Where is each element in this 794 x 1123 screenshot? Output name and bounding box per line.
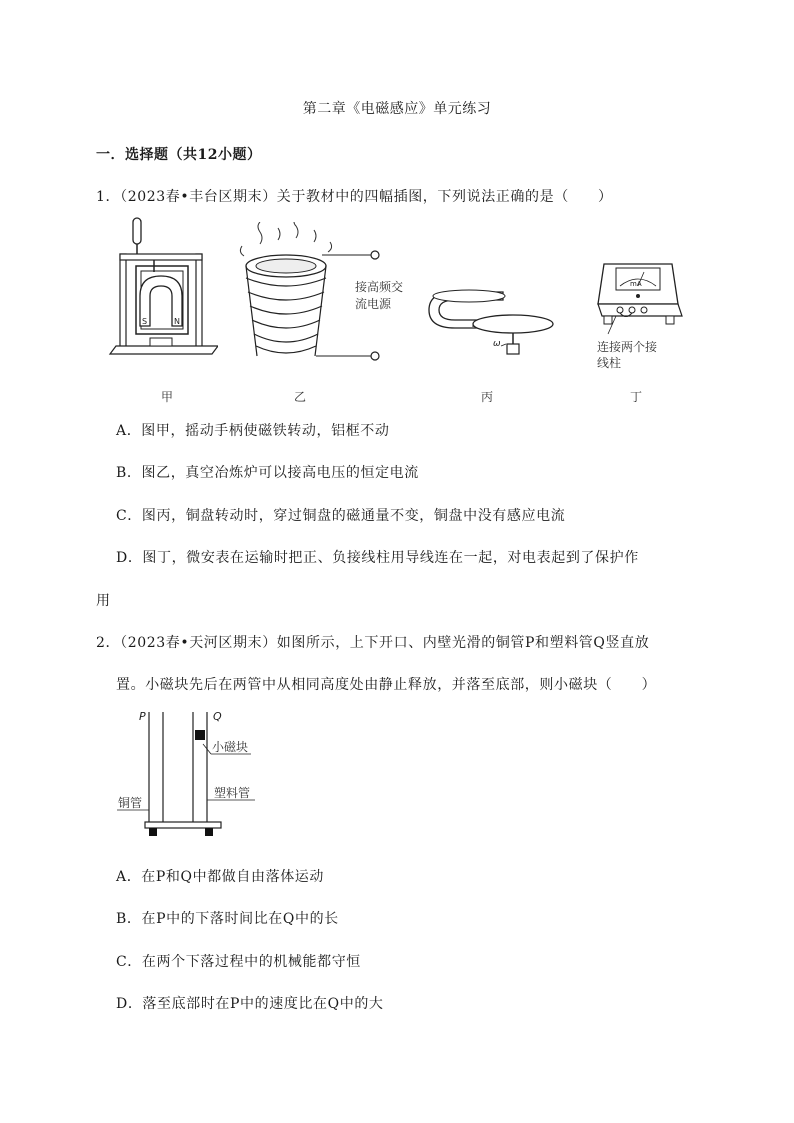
magnet-block-label: 小磁块 [212, 740, 249, 754]
q1-option-c: C．图丙，铜盘转动时，穿过铜盘的磁通量不变，铜盘中没有感应电流 [116, 508, 566, 524]
page-title: 第二章《电磁感应》单元练习 [302, 101, 492, 117]
ding-annotation-line1: 连接两个接 [597, 340, 658, 354]
ding-annotation-line2: 线柱 [597, 356, 622, 370]
q2-option-a: A．在P和Q中都做自由落体运动 [116, 869, 325, 885]
figure-label-jia: 甲 [161, 390, 174, 404]
question-1-stem: 1．（2023春•丰台区期末）关于教材中的四幅插图，下列说法正确的是（ ） [96, 189, 613, 205]
figure-label-ding: 丁 [630, 390, 643, 404]
tube-q-label: Q [213, 710, 222, 723]
magnet-s-label: S [142, 317, 148, 326]
yi-annotation-line2: 流电源 [355, 297, 392, 311]
meter-unit: mA [630, 280, 642, 288]
q1-option-b: B．图乙，真空冶炼炉可以接高电压的恒定电流 [116, 465, 419, 481]
q2-option-d: D．落至底部时在P中的速度比在Q中的大 [116, 996, 384, 1012]
magnet-n-label: N [174, 317, 180, 326]
q1-option-a: A．图甲，摇动手柄使磁铁转动，铝框不动 [116, 423, 390, 439]
question-2-stem-line2: 置。小磁块先后在两管中从相同高度处由静止释放，并落至底部，则小磁块（ ） [116, 677, 657, 693]
q2-option-c: C．在两个下落过程中的机械能都守恒 [116, 954, 361, 970]
figure-jia [108, 214, 218, 364]
question-2-stem-line1: 2．（2023春•天河区期末）如图所示，上下开口、内壁光滑的铜管P和塑料管Q竖直放 [96, 635, 650, 651]
figure-ding [594, 260, 684, 338]
q2-option-b: B．在P中的下落时间比在Q中的长 [116, 911, 339, 927]
yi-annotation-line1: 接高频交 [355, 280, 404, 294]
figure-label-bing: 丙 [481, 390, 494, 404]
q1-option-d: D．图丁，微安表在运输时把正、负接线柱用导线连在一起，对电表起到了保护作 [116, 550, 639, 566]
figure-label-yi: 乙 [294, 390, 307, 404]
figure-bing [425, 280, 560, 360]
q1-option-d-continued: 用 [96, 593, 111, 609]
tube-p-label: P [139, 710, 146, 723]
figure-tubes [115, 704, 275, 846]
plastic-tube-label: 塑料管 [214, 786, 251, 800]
copper-tube-label: 铜管 [118, 796, 143, 810]
section-heading: 一．选择题（共12小题） [96, 147, 262, 163]
omega-label: ω [493, 339, 501, 349]
